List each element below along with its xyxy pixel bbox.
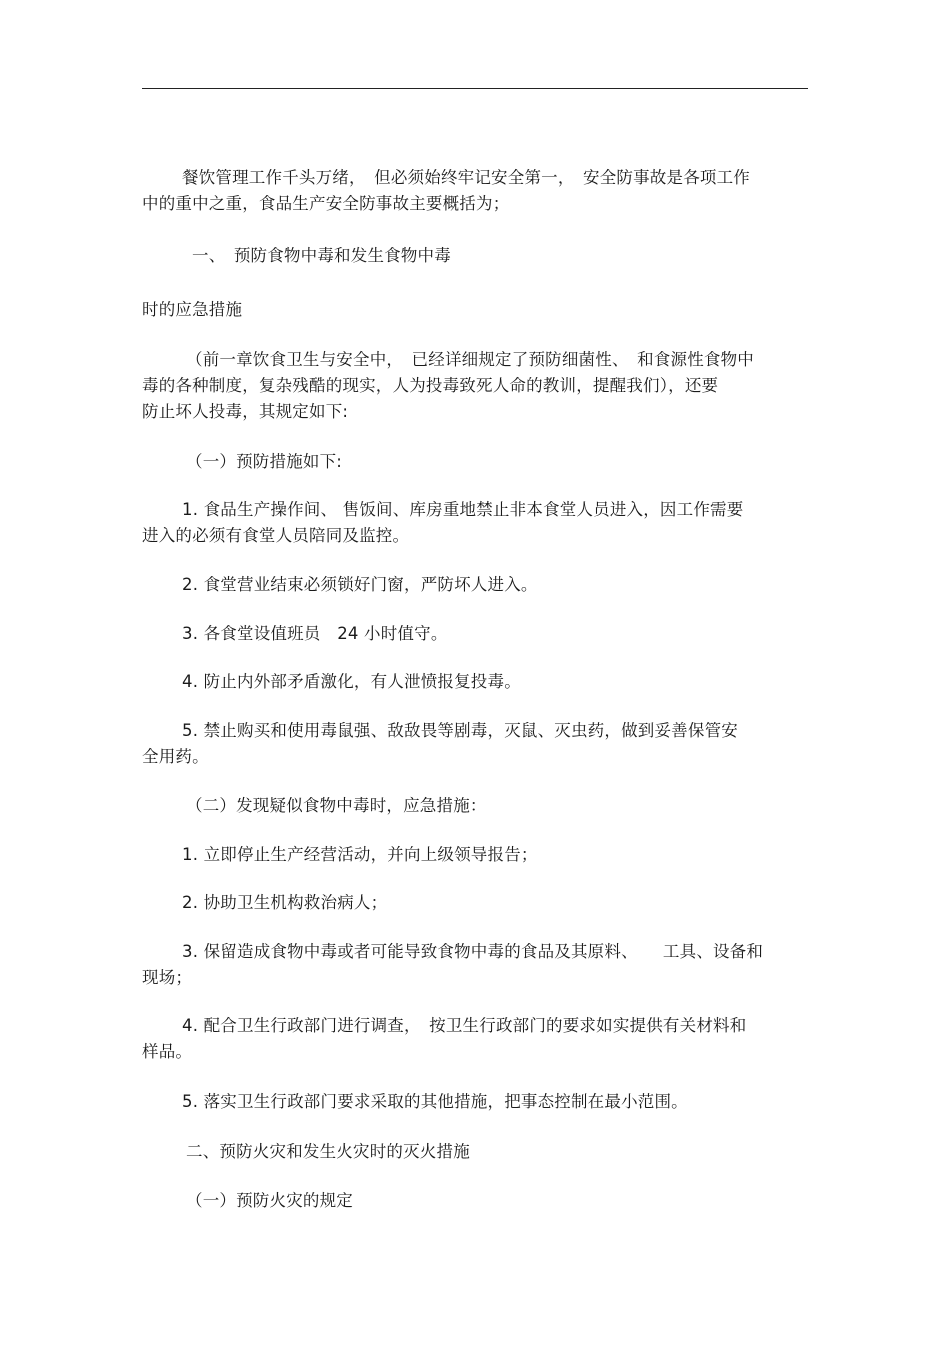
preface-paragraph-line-2: 毒的各种制度，复杂残酷的现实，人为投毒致死人命的教训，提醒我们），还要	[142, 376, 719, 395]
prevention-item-3: 3. 各食堂设值班员 24 小时值守。	[182, 624, 448, 643]
header-rule	[142, 88, 808, 89]
emergency-item-3-line-1: 3. 保留造成食物中毒或者可能导致食物中毒的食品及其原料、 工具、设备和	[182, 942, 764, 961]
prevention-item-2: 2. 食堂营业结束必须锁好门窗，严防坏人进入。	[182, 575, 538, 594]
subsection-1-heading: （一）预防措施如下:	[186, 452, 343, 471]
emergency-item-5: 5. 落实卫生行政部门要求采取的其他措施，把事态控制在最小范围。	[182, 1092, 688, 1111]
section-1-heading-continued: 时的应急措施	[142, 300, 243, 319]
section-2-heading: 二、预防火灾和发生火灾时的灭火措施	[186, 1142, 470, 1161]
emergency-item-4-line-1: 4. 配合卫生行政部门进行调查， 按卫生行政部门的要求如实提供有关材料和	[182, 1016, 747, 1035]
preface-paragraph-line-1: （前一章饮食卫生与安全中， 已经详细规定了预防细菌性、 和食源性食物中	[186, 350, 754, 369]
emergency-item-3-line-2: 现场；	[142, 968, 193, 987]
emergency-item-4-line-2: 样品。	[142, 1042, 193, 1061]
prevention-item-5-line-2: 全用药。	[142, 747, 209, 766]
intro-paragraph-line-1: 餐饮管理工作千头万绪， 但必须始终牢记安全第一， 安全防事故是各项工作	[182, 168, 750, 187]
prevention-item-1-line-1: 1. 食品生产操作间、 售饭间、库房重地禁止非本食堂人员进入，因工作需要	[182, 500, 744, 519]
emergency-item-2: 2. 协助卫生机构救治病人；	[182, 893, 388, 912]
preface-paragraph-line-3: 防止坏人投毒，其规定如下:	[142, 402, 349, 421]
prevention-item-1-line-2: 进入的必须有食堂人员陪同及监控。	[142, 526, 410, 545]
section-1-heading: 一、 预防食物中毒和发生食物中毒	[192, 246, 451, 265]
subsection-2-heading: （二）发现疑似食物中毒时，应急措施：	[186, 796, 487, 815]
prevention-item-4: 4. 防止内外部矛盾激化，有人泄愤报复投毒。	[182, 672, 521, 691]
emergency-item-1: 1. 立即停止生产经营活动，并向上级领导报告；	[182, 845, 538, 864]
intro-paragraph-line-2: 中的重中之重，食品生产安全防事故主要概括为；	[142, 194, 510, 213]
prevention-item-5-line-1: 5. 禁止购买和使用毒鼠强、敌敌畏等剧毒，灭鼠、灭虫药，做到妥善保管安	[182, 721, 738, 740]
section-2-subsection-1-heading: （一）预防火灾的规定	[186, 1191, 353, 1210]
